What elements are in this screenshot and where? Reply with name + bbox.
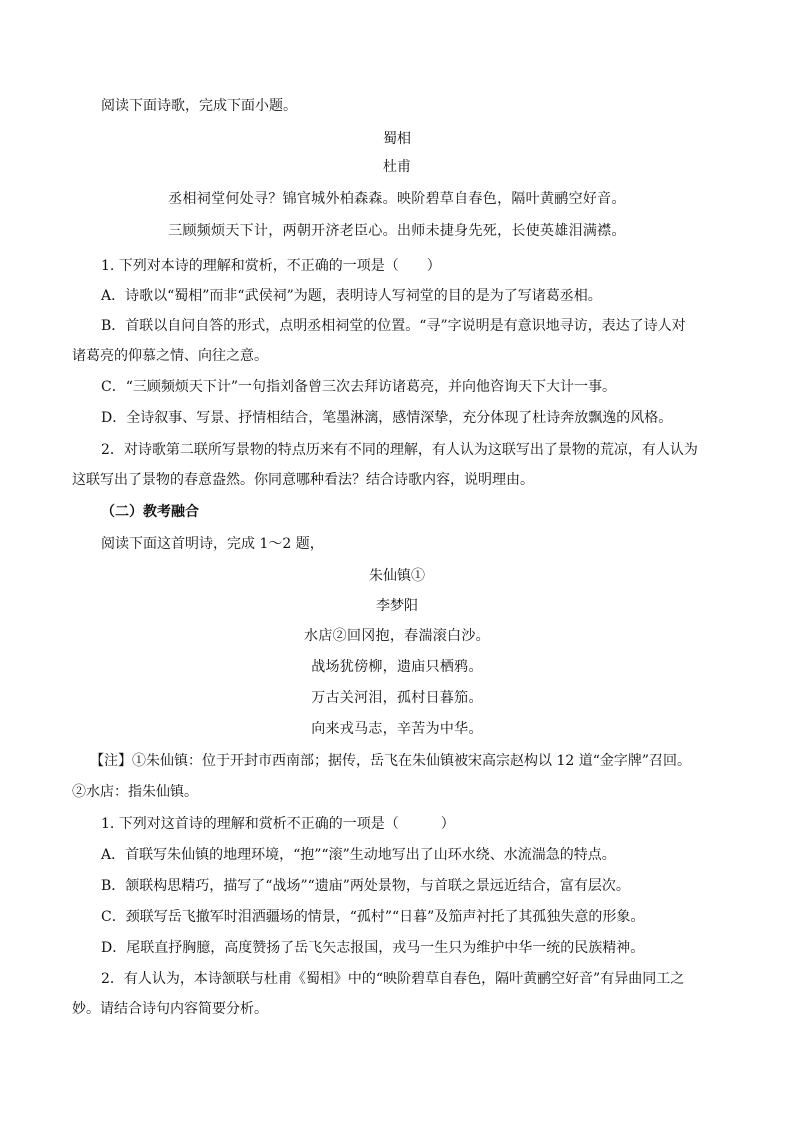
s1-q2-line-2: 这联写出了景物的春意盎然。你同意哪种看法？结合诗歌内容，说明理由。: [72, 472, 534, 488]
poem1-line-1: 丞相祠堂何处寻？锦官城外柏森森。映阶碧草自春色，隔叶黄鹂空好音。: [168, 191, 626, 207]
s1-q1-option-d: D．全诗叙事、写景、抒情相结合，笔墨淋漓，感情深挚，充分体现了杜诗奔放飘逸的风格。: [101, 410, 673, 426]
s2-q1-option-a: A．首联写朱仙镇的地理环境，“抱”“滚”生动地写出了山环水绕、水流湍急的特点。: [101, 847, 616, 863]
s2-q1-option-d: D．尾联直抒胸臆，高度赞扬了岳飞矢志报国，戎马一生只为维护中华一统的民族精神。: [101, 940, 645, 956]
s1-q1-stem: 1. 下列对本诗的理解和赏析，不正确的一项是（ ）: [101, 258, 441, 274]
s1-q1-option-b-cont: 诸葛亮的仰慕之情、向往之意。: [72, 348, 268, 364]
poem2-line-4: 向来戎马志，辛苦为中华。: [311, 721, 483, 737]
poem2-author: 李梦阳: [376, 598, 418, 614]
s2-q1-stem: 1. 下列对这首诗的理解和赏析不正确的一项是（ ）: [101, 816, 455, 832]
poem2-line-3: 万古关河泪，孤村日暮笳。: [311, 690, 483, 706]
s2-q2-line-2: 妙。请结合诗句内容简要分析。: [72, 1001, 268, 1017]
s1-q1-option-a: A．诗歌以“蜀相”而非“武侯祠”为题，表明诗人写祠堂的目的是为了写诸葛丞相。: [101, 288, 602, 304]
s2-q1-option-c: C．颈联写岳飞撤军时泪洒疆场的情景，“孤村”“日暮”及笳声衬托了其孤独失意的形象。: [101, 909, 645, 925]
s1-q1-option-c: C．“三顾频烦天下计”一句指刘备曾三次去拜访诸葛亮，并向他咨询天下大计一事。: [101, 379, 617, 395]
poem1-author: 杜甫: [383, 159, 411, 175]
poem1-line-2: 三顾频烦天下计，两朝开济老臣心。出师未捷身先死，长使英雄泪满襟。: [168, 223, 626, 239]
note-line-2: ②水店：指朱仙镇。: [72, 784, 198, 800]
s1-q1-option-b: B．首联以自问自答的形式，点明丞相祠堂的位置。“寻”字说明是有意识地寻访，表达了诗人对: [101, 318, 686, 334]
s1-q2-line-1: 2．对诗歌第二联所写景物的特点历来有不同的理解，有人认为这联写出了景物的荒凉，有人认为: [101, 442, 698, 458]
poem2-line-2: 战场犹傍柳，遗庙只栖鸦。: [311, 659, 483, 675]
section1-intro: 阅读下面诗歌，完成下面小题。: [101, 98, 297, 114]
section2-heading: （二）教考融合: [101, 504, 199, 520]
s2-q1-option-b: B．颔联构思精巧，描写了“战场”“遗庙”两处景物，与首联之景远近结合，富有层次。: [101, 878, 630, 894]
note-line-1: 【注】①朱仙镇：位于开封市西南部；据传，岳飞在朱仙镇被宋高宗赵构以 12 道“金字牌”召回。: [90, 753, 692, 769]
section2-intro: 阅读下面这首明诗，完成 1～2 题，: [101, 536, 324, 552]
poem2-title: 朱仙镇①: [369, 568, 425, 584]
poem1-title: 蜀相: [383, 131, 411, 147]
s2-q2-line-1: 2．有人认为，本诗颔联与杜甫《蜀相》中的“映阶碧草自春色，隔叶黄鹂空好音”有异曲同工之: [101, 971, 685, 987]
poem2-line-1: 水店②回冈抱，春湍滚白沙。: [304, 628, 490, 644]
